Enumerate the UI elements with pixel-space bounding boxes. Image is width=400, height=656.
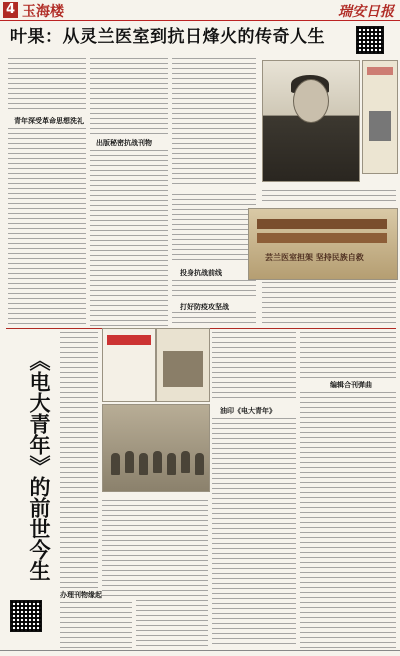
document-photo [362,60,398,174]
body-text [300,392,396,648]
page-header [0,0,400,21]
article2-title: 《电大青年》的前世今生 [27,350,51,581]
magazine-cover [156,328,210,402]
body-text [212,418,296,648]
body-text [90,150,168,326]
masthead-logo: 瑞安日报 [338,4,394,20]
person [153,451,162,473]
subheading: 出版秘密抗战刊物 [96,139,152,147]
book-row [257,219,387,229]
body-text [102,500,208,596]
body-text [262,282,396,326]
article-title: 叶果：从灵兰医室到抗日烽火的传奇人生 [10,27,325,47]
subheading: 办理刊物缘起 [60,591,102,599]
body-text [90,58,168,134]
body-text [60,332,98,590]
body-text [172,194,256,264]
body-text [60,602,132,648]
red-stamp [367,67,393,75]
body-text [172,280,256,300]
body-text [212,332,296,402]
group-photo [102,404,210,492]
page-number: 4 [3,2,18,18]
body-text [136,600,208,648]
person [195,453,204,475]
qr-code-icon [10,600,42,632]
section-name: 玉海楼 [22,4,64,20]
cover-image [163,351,203,387]
portrait-face [293,79,329,123]
magazine-masthead [107,335,151,345]
body-text [8,58,86,112]
body-text [172,312,256,326]
book-row [257,233,387,243]
body-text [300,332,396,378]
body-text [172,58,256,188]
magazine-cover [102,328,156,402]
id-photo [369,111,391,141]
body-text [8,128,86,326]
person [139,453,148,475]
subheading: 投身抗战前线 [180,269,222,277]
person [181,451,190,473]
subheading: 油印《电大青年》 [220,407,276,415]
photo-overlay-caption: 芸兰医室担架 坚持民族自救 [265,253,364,262]
person [125,451,134,473]
qr-code-icon [356,26,384,54]
person [111,453,120,475]
body-text [262,190,396,204]
books-photo [248,208,398,280]
subheading: 编辑合刊弹曲 [330,381,372,389]
person [167,453,176,475]
subheading: 打好防疫攻坚战 [180,303,229,311]
footer-rule [0,650,400,651]
subheading: 青年深受革命思想洗礼 [14,117,84,125]
portrait-photo [262,60,360,182]
